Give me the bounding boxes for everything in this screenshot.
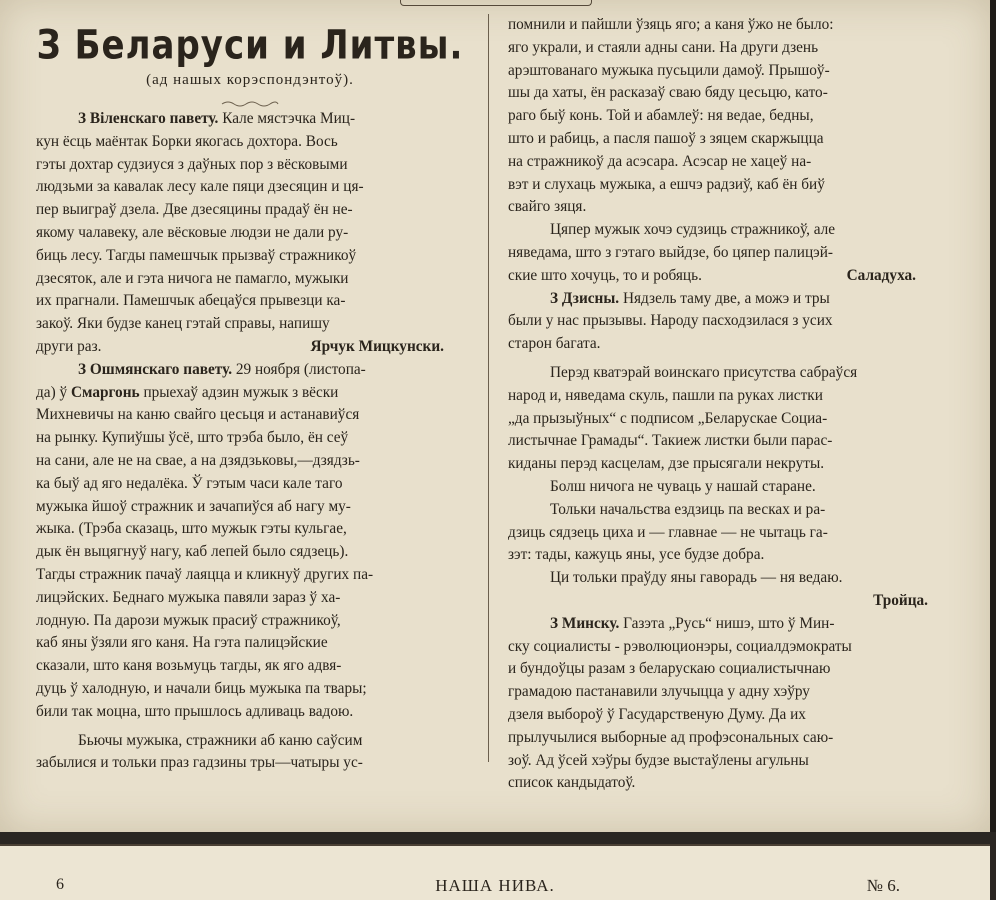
text-line: ские што хочуць, то и робяць. [508, 266, 702, 284]
text-line: няведама, што з гэтаго выйдзе, бо цяпер палицэй- [508, 243, 834, 261]
text-line: гэты дохтар судзиуся з даўных пор з вёсковыми [36, 155, 348, 173]
text-line: Ци тольки праўду яны гаворадь — ня ведаю. [550, 569, 843, 587]
text-line: жыка. (Трэба сказаць, што мужык гэты кульгае, [36, 520, 347, 538]
text-line: зэт: тады, кажуць яны, усе будзе добра. [508, 546, 765, 564]
text-line: Бьючы мужыка, стражники аб каню саўсим [78, 731, 363, 749]
place-name: Смаргонь [70, 383, 140, 401]
column-divider [488, 14, 489, 762]
article-vilna-body [36, 131, 464, 336]
text-line: кун ёсць маёнтак Борки якогась дохтора. Вось [36, 132, 338, 150]
text-line: на сани, але не на свае, а на дзядзьковы,—дзядзь- [36, 451, 360, 469]
text-line: „да прызыўных“ с подписом „Беларускае Социа- [508, 409, 828, 427]
text-line: народ и, няведама скуль, пашли па руках листки [508, 386, 823, 404]
text-line: лодную. Па дарози мужык прасиў стражникоў, [36, 611, 341, 629]
text-line: дзеля выбороў ў Гасударственую Думу. Да их [508, 705, 806, 723]
text-line: были у нас прызывы. Народу пасходзилася з усих [508, 312, 833, 330]
text-line: што и рабиць, а пасля пашоў з зяцем скаржыцца [508, 129, 824, 147]
text-line: грамадою пастанавили злучыцца у адну хэўру [508, 683, 810, 701]
text-line: Тагды стражник пачаў лаяцца и кликнуў других па- [36, 565, 374, 583]
text-line: каб яны ўзяли яго каня. На гэта палицэйские [36, 634, 328, 652]
page-number: 6 [56, 876, 64, 893]
right-column [508, 14, 936, 795]
article-dzisna-first-line: З Дзисны. Нядзель таму две, а можэ и тры [550, 289, 830, 307]
text-line: список кандыдатоў. [508, 774, 636, 792]
text-line: листычнае Грамады“. Такиеж листки были парас- [508, 432, 833, 450]
text-line: шы да хаты, ён расказаў сваю бяду цесьцю, като- [508, 84, 828, 102]
text-line: на стражникоў да асэсара. Асэсар не хацеў на- [508, 152, 812, 170]
text-line: дзесяток, але и гэта ничога не памагло, мужыки [36, 269, 349, 287]
text-line: да) ў Смаргонь прыехаў адзин мужык з вёски [36, 383, 339, 401]
text-line: Михневичы на каню свайго цесьця и астанавиўся [36, 406, 360, 424]
text-line: вэт и слухаць мужыка, а ешчэ радзиў, каб ён биў [508, 175, 825, 193]
text-line: зоў. Ад ўсей хэўры будзе выстаўлены агульны [508, 751, 809, 769]
text-line: пер выиграў дзела. Две дзесяцины прадаў ён не- [36, 201, 353, 219]
ornament-divider [220, 100, 280, 108]
text-line: свайго зяця. [508, 198, 587, 216]
signature-line [508, 265, 936, 288]
text-line: прылучылися выборные ад профэсональных саю- [508, 728, 834, 746]
text-line: и бундоўцы разам з беларускаю социалистычнаю [508, 660, 831, 678]
text-line: Цяпер мужык хочэ судзиць стражникоў, але [550, 221, 836, 239]
issue-number: № 6. [866, 876, 900, 895]
text-line: дзиць сядзець циха и — главнае — не чытаць га- [508, 523, 828, 541]
text-line: старон багата. [508, 335, 601, 353]
text-line: лицэйских. Беднаго мужыка павяли зараз ў ха- [36, 588, 341, 606]
text-line: дык ён выцягнуў нагу, каб лепей было сядзець). [36, 543, 349, 561]
text-line: забылися и тольки праз гадзины тры—чатыры ус- [36, 754, 363, 772]
left-column [36, 108, 464, 775]
article-heading: З Минску. [550, 614, 620, 632]
text-line: ску социалисты - рэволюционэры, социалдэмократы [508, 637, 852, 655]
author-signature: Саладуха. [846, 266, 916, 284]
article-heading: З Дзисны. [550, 289, 620, 307]
page-footer [0, 844, 990, 900]
section-headline: З Беларуси и Литвы. [36, 22, 464, 70]
author-signature: Тройца. [873, 591, 928, 609]
text-line: закоў. Яки будзе канец гэтай справы, напишу [36, 315, 330, 333]
text-line: мужыка йшоў стражник и зачапиўся аб нагу му- [36, 497, 351, 515]
signature-line [36, 336, 464, 359]
text-line: Тольки начальства ездзиць па весках и ра- [550, 500, 826, 518]
text-line: их прагнали. Памешчык абецаўся прывезци ка- [36, 292, 346, 310]
article-oshmiany-continued [508, 14, 936, 219]
text-line: помнили и пайшли ўзяць яго; а каня ўжо не было: [508, 16, 834, 33]
text-line: раго быў конь. Той и абамлеў: ня ведае, бедны, [508, 107, 814, 125]
top-rule [400, 0, 592, 6]
text-line: яго украли, и стаяли адны сани. На други дзень [508, 38, 819, 56]
article-vilna-first-line: З Віленскаго павету. Кале мястэчка Миц- [78, 110, 356, 127]
section-subtitle: (ад нашых корэспондэнтоў). [146, 72, 354, 88]
text-line: Перэд кватэрай воинскаго присутства сабраўся [550, 363, 858, 381]
text-line: ка быў ад яго недалёка. Ў гэтым часи кале таго [36, 474, 343, 492]
article-oshmiany-body [36, 404, 464, 723]
text-line: на рынку. Купиўшы ўсё, што трэба было, ён сеў [36, 429, 349, 447]
masthead: НАША НИВА. [435, 876, 555, 895]
article-heading: З Віленскаго павету. [78, 110, 219, 127]
text-line: биць лесу. Тагды памешчык прызваў стражникоў [36, 246, 357, 264]
author-signature: Ярчук Мицкунски. [310, 337, 444, 355]
article-oshmiany-first-line: З Ошмянскаго павету. 29 ноября (листопа- [78, 360, 366, 378]
text-line: арэштованаго мужыка пусьцили дамоў. Прышоў- [508, 61, 830, 79]
article-minsk-first-line: З Минску. Газэта „Русь“ нишэ, што ў Мин- [550, 614, 835, 632]
text-line: Болш ничога не чуваць у нашай старане. [550, 477, 816, 495]
text-line: киданы перэд касцелам, дзе прысягали некруты. [508, 455, 825, 473]
article-heading: З Ошмянскаго павету. [78, 360, 233, 378]
text-line: якому чалавеку, але вёсковые людзи не дали ру- [36, 223, 349, 241]
text-line: други раз. [36, 337, 102, 355]
text-line: людзьми за кавалак лесу кале пяци дзесяцин и ця- [36, 178, 364, 196]
text-line: дуць ў халодную, и начали биць мужыка па твары; [36, 679, 367, 697]
text-line: били так моцна, што прышлось адливаць вадою. [36, 702, 354, 720]
text-line: сказали, што каня возьмуць тагды, як яго адвя- [36, 657, 342, 675]
